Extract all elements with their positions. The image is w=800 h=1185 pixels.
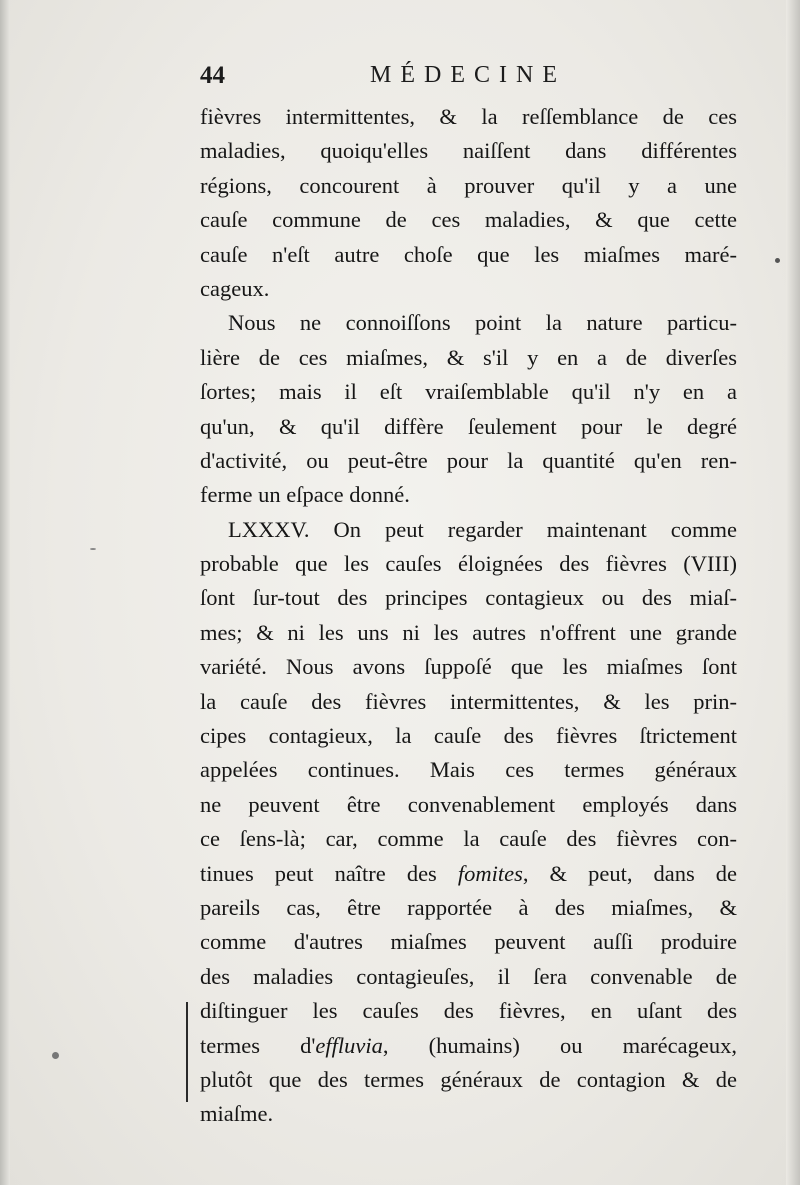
ink-speck	[90, 548, 96, 550]
text-line	[200, 1029, 737, 1063]
text-line	[200, 857, 737, 891]
text-line: d'activité, ou peut-être pour la quantité qu'en ren-	[200, 447, 737, 473]
text-line: lière de ces miaſmes, & s'il y en a de diverſes	[200, 344, 737, 370]
running-title: MÉDECINE	[370, 62, 566, 88]
paragraph-start-line: Nous ne connoiſſons point la nature particu-	[228, 310, 737, 336]
text-line: des maladies contagieuſes, il ſera convenable de	[200, 963, 737, 989]
text-line: appelées continues. Mais ces termes généraux	[200, 757, 737, 783]
page-binding-edge	[0, 0, 10, 1185]
italic-term: effluvia	[315, 1032, 383, 1058]
text-line: probable que les cauſes éloignées des fièvres (VIII)	[200, 551, 737, 577]
text-line: régions, concourent à prouver qu'il y a une	[200, 172, 737, 198]
margin-annotation-bar	[186, 1002, 188, 1102]
text-line: cauſe n'eſt autre choſe que les miaſmes maré-	[200, 241, 737, 267]
page-number: 44	[200, 62, 225, 89]
text-run: , (humains) ou marécageux,	[382, 1032, 737, 1058]
paragraph-end-line: cageux.	[200, 275, 270, 301]
text-run: , & peut, dans de	[522, 860, 738, 886]
text-line: ne peuvent être convenablement employés dans	[200, 791, 737, 817]
text-line: comme d'autres miaſmes peuvent auſſi produire	[200, 929, 737, 955]
text-line: diſtinguer les cauſes des fièvres, en uſant des	[200, 998, 737, 1024]
text-line: qu'un, & qu'il diffère ſeulement pour le degré	[200, 413, 737, 439]
text-line: ſortes; mais il eſt vraiſemblable qu'il n'y en a	[200, 379, 737, 405]
text-line: mes; & ni les uns ni les autres n'offrent une grande	[200, 619, 737, 645]
text-line: plutôt que des termes généraux de contagion & de	[200, 1066, 737, 1092]
body-text	[200, 100, 737, 1132]
running-head	[200, 62, 740, 96]
text-run: termes d'	[200, 1032, 316, 1058]
page-outer-edge	[786, 0, 800, 1185]
text-line: cauſe commune de ces maladies, & que cette	[200, 207, 737, 233]
text-run: tinues peut naître des	[200, 860, 437, 886]
italic-term: fomites	[457, 860, 523, 886]
text-line: cipes contagieux, la cauſe des fièvres ſtrictement	[200, 723, 737, 749]
ink-speck	[52, 1052, 59, 1059]
text-line: ſont ſur-tout des principes contagieux ou des miaſ-	[200, 585, 737, 611]
paragraph-end-line: ferme un eſpace donné.	[200, 482, 410, 508]
section-heading-line: LXXXV. On peut regarder maintenant comme	[228, 516, 737, 542]
text-line: pareils cas, être rapportée à des miaſmes, &	[200, 894, 737, 920]
ink-speck	[775, 258, 780, 263]
paragraph-end-line: miaſme.	[200, 1101, 274, 1127]
text-line: ce ſens-là; car, comme la cauſe des fièvres con-	[200, 826, 737, 852]
text-line: fièvres intermittentes, & la reſſemblance de ces	[200, 104, 737, 129]
text-line: la cauſe des fièvres intermittentes, & les prin-	[200, 688, 737, 714]
text-line: maladies, quoiqu'elles naiſſent dans différentes	[200, 138, 737, 164]
text-line: variété. Nous avons ſuppoſé que les miaſmes ſont	[200, 654, 737, 680]
